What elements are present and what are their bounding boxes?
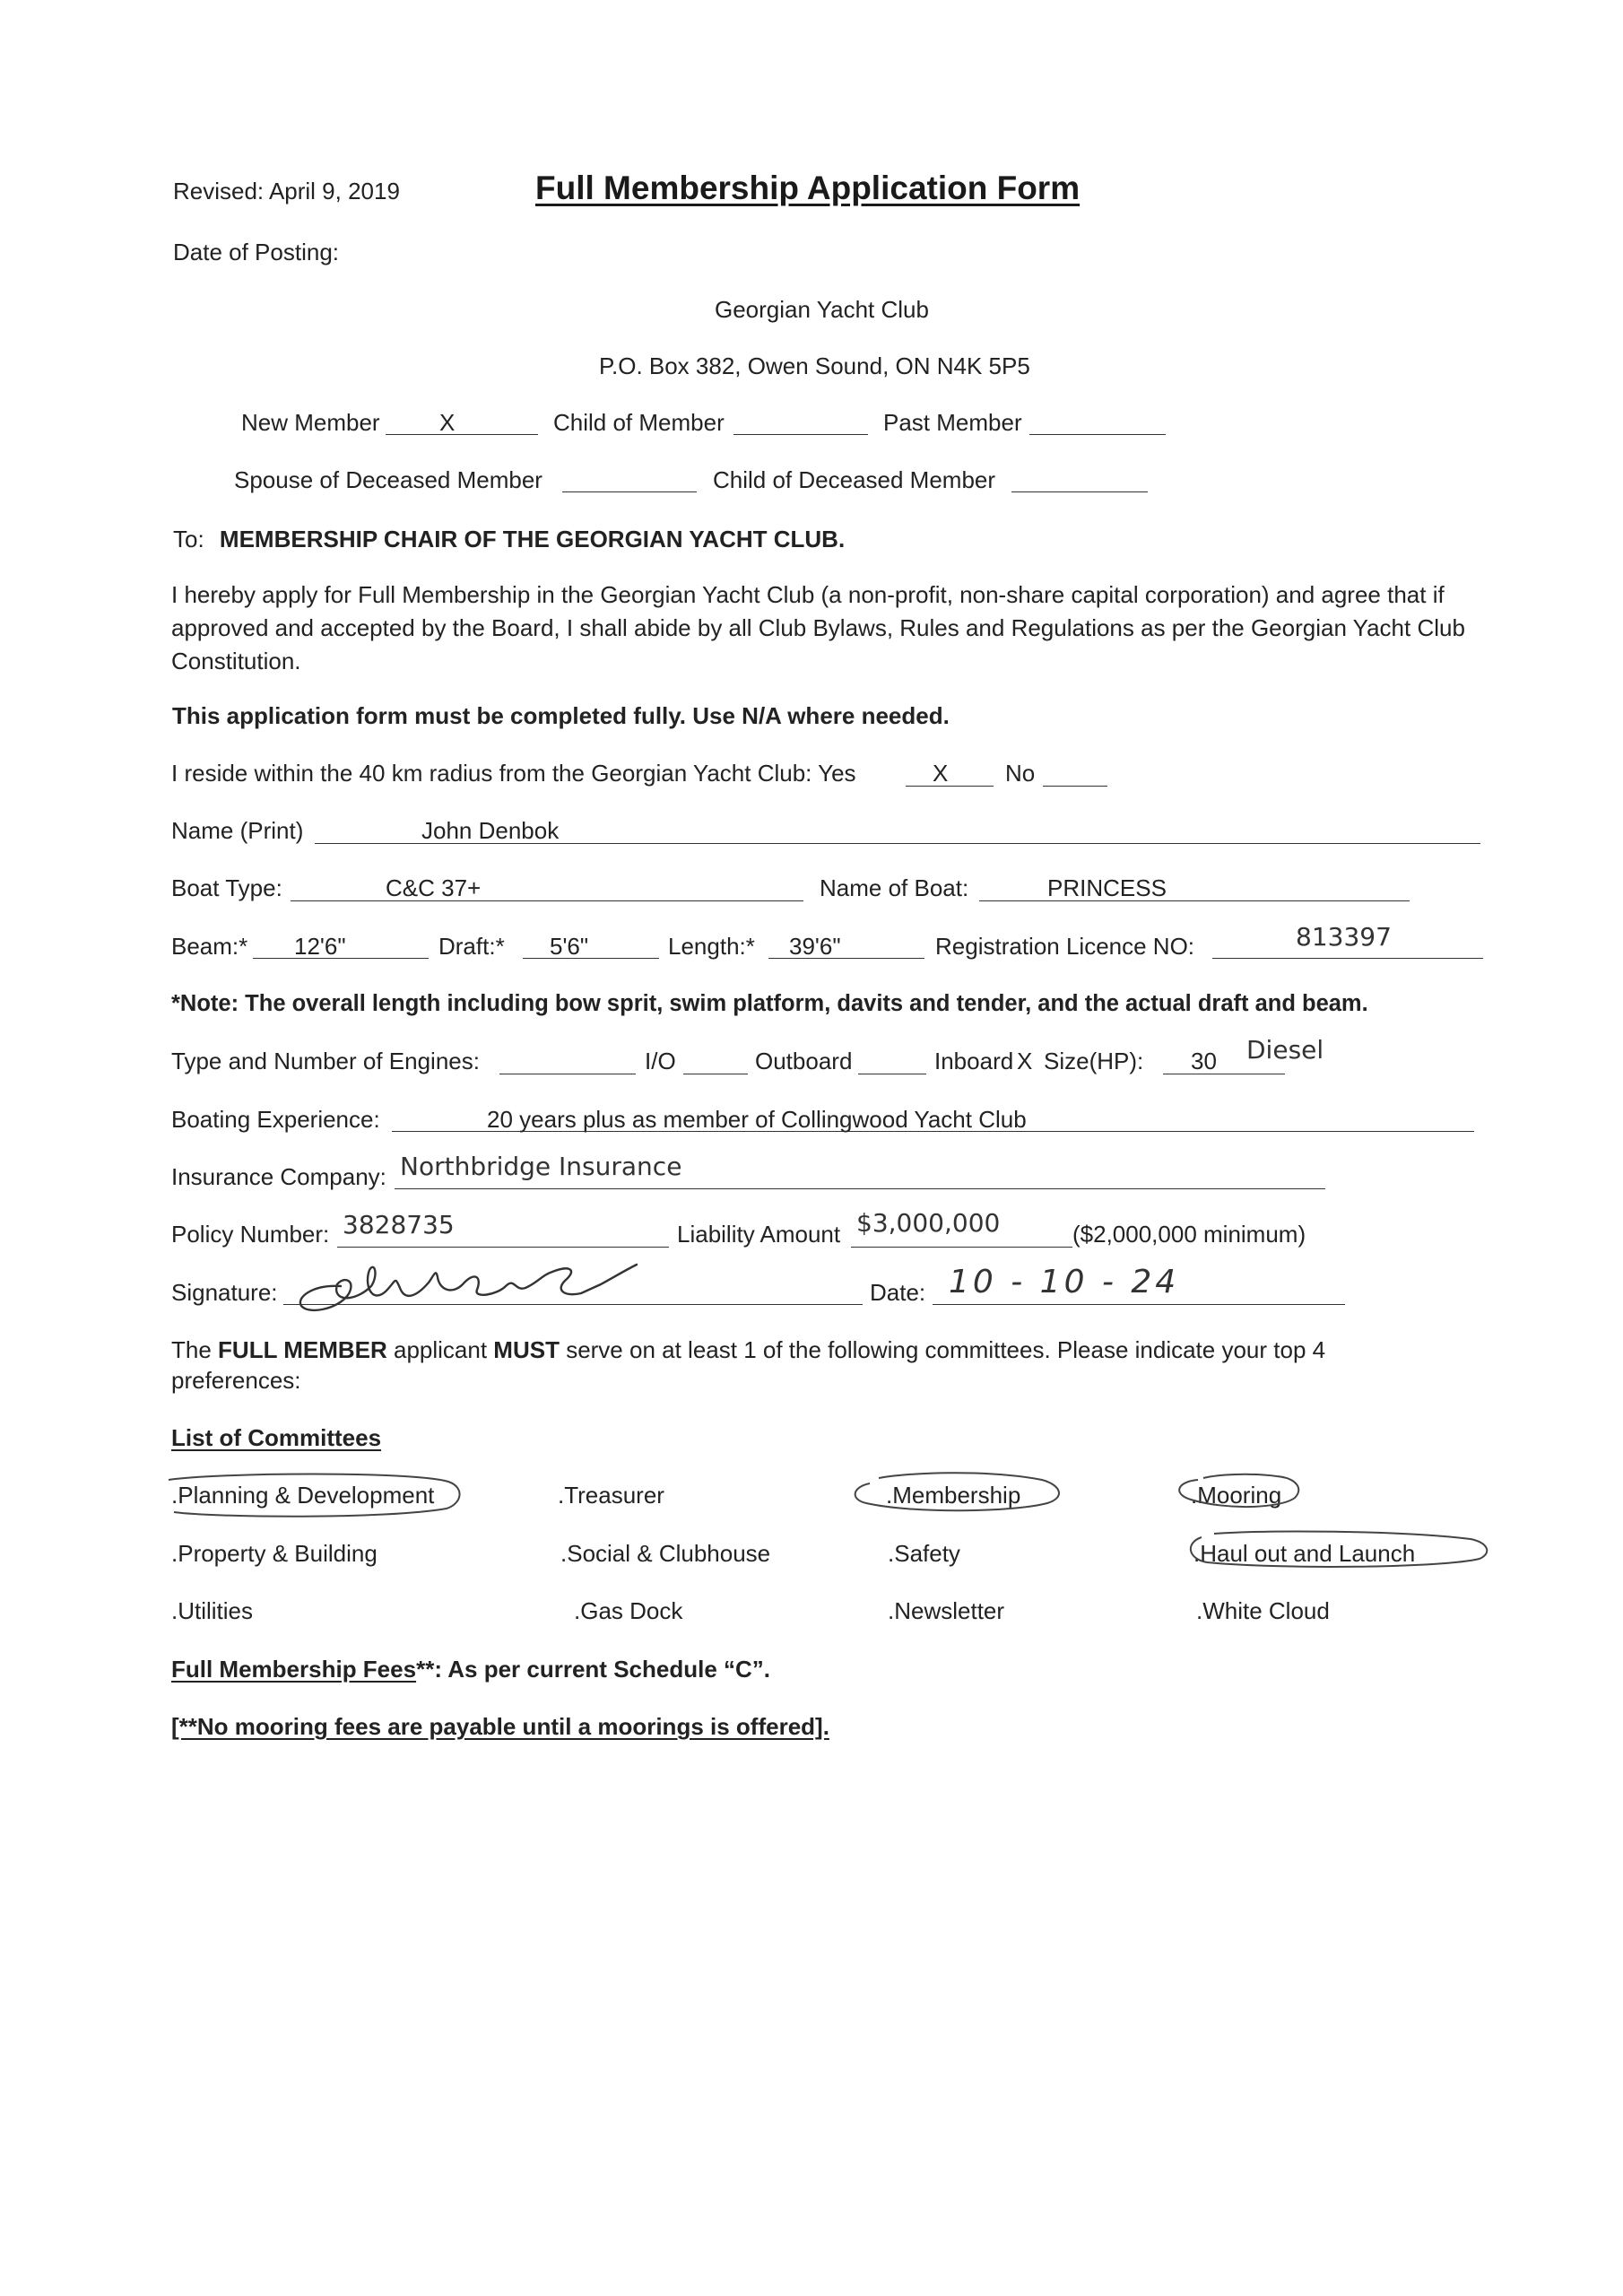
date-label: Date: (870, 1279, 926, 1306)
signature-label: Signature: (171, 1279, 278, 1306)
signature-scribble (285, 1248, 653, 1320)
boat-type-value[interactable]: C&C 37+ (386, 874, 482, 901)
new-member-mark[interactable]: X (439, 409, 456, 436)
inboard-label: Inboard (934, 1048, 1014, 1074)
insurance-value[interactable]: Northbridge Insurance (400, 1152, 682, 1181)
inboard-mark[interactable]: X (1017, 1048, 1033, 1074)
residence-no-label: No (1005, 760, 1036, 787)
intro-part-3: applicant (386, 1336, 494, 1363)
intro-part-1: The (171, 1336, 219, 1363)
liability-label: Liability Amount (677, 1221, 841, 1248)
past-member-line[interactable] (1029, 434, 1166, 435)
outboard-label: Outboard (755, 1048, 853, 1074)
length-value[interactable]: 39'6" (789, 933, 841, 960)
liability-value[interactable]: $3,000,000 (856, 1208, 1001, 1238)
committee-treasurer[interactable]: .Treasurer (558, 1482, 664, 1509)
child-deceased-line[interactable] (1011, 491, 1148, 492)
committee-mooring[interactable]: .Mooring (1191, 1482, 1282, 1509)
committee-planning[interactable]: .Planning & Development (171, 1482, 435, 1509)
committee-gas-dock[interactable]: .Gas Dock (574, 1597, 683, 1624)
residence-yes-line[interactable] (906, 786, 994, 787)
intro-part-5: serve on at least 1 of the following committees. Please indicate your top 4 (559, 1336, 1326, 1363)
planning-selection-circle (161, 1467, 475, 1521)
committee-social[interactable]: .Social & Clubhouse (560, 1540, 771, 1567)
boat-type-line[interactable] (291, 900, 803, 901)
fees-line (171, 1656, 770, 1683)
club-address: P.O. Box 382, Owen Sound, ON N4K 5P5 (599, 352, 1030, 379)
to-recipient: MEMBERSHIP CHAIR OF THE GEORGIAN YACHT CLUB. (219, 526, 846, 552)
size-label: Size(HP): (1044, 1048, 1144, 1074)
child-of-member-label: Child of Member (553, 409, 725, 436)
residence-question: I reside within the 40 km radius from the Georgian Yacht Club: Yes (171, 760, 856, 787)
policy-value[interactable]: 3828735 (343, 1210, 455, 1239)
length-label: Length:* (668, 933, 755, 960)
experience-label: Boating Experience: (171, 1106, 380, 1133)
committee-white-cloud[interactable]: .White Cloud (1196, 1597, 1330, 1624)
registration-value[interactable]: 813397 (1296, 922, 1392, 952)
date-line[interactable] (933, 1304, 1345, 1305)
policy-label: Policy Number: (171, 1221, 330, 1248)
date-of-posting-label: Date of Posting: (173, 239, 339, 265)
registration-line[interactable] (1212, 958, 1483, 959)
mooring-selection-circle (1164, 1464, 1316, 1521)
liability-line[interactable] (851, 1247, 1072, 1248)
name-value[interactable]: John Denbok (421, 817, 560, 844)
fees-stars: ** (416, 1656, 435, 1683)
committee-intro-preferences: preferences: (171, 1367, 301, 1394)
child-of-member-line[interactable] (733, 434, 868, 435)
committee-haul-out[interactable]: .Haul out and Launch (1193, 1540, 1416, 1567)
committee-utilities[interactable]: .Utilities (171, 1597, 254, 1624)
committee-property[interactable]: .Property & Building (171, 1540, 378, 1567)
committee-intro (171, 1336, 1325, 1364)
boat-name-value[interactable]: PRINCESS (1047, 874, 1167, 901)
engine-type-value[interactable]: Diesel (1246, 1035, 1324, 1065)
draft-label: Draft:* (438, 933, 505, 960)
committee-membership[interactable]: .Membership (886, 1482, 1021, 1509)
policy-line[interactable] (337, 1247, 669, 1248)
length-note: *Note: The overall length including bow sprit, swim platform, davits and tender, and the actual draft and beam. (171, 991, 1368, 1016)
date-value[interactable]: 10 - 10 - 24 (949, 1264, 1180, 1300)
club-name: Georgian Yacht Club (715, 296, 929, 323)
beam-value[interactable]: 12'6" (294, 933, 346, 960)
draft-line[interactable] (523, 958, 659, 959)
instruction-text: This application form must be completed fully. Use N/A where needed. (172, 702, 950, 729)
revised-date: Revised: April 9, 2019 (173, 178, 400, 204)
residence-yes-mark[interactable]: X (933, 760, 949, 787)
mooring-fee-note: [**No mooring fees are payable until a moorings is offered]. (171, 1713, 829, 1740)
committee-newsletter[interactable]: .Newsletter (888, 1597, 1005, 1624)
fees-label: Full Membership Fees (171, 1656, 417, 1683)
size-value[interactable]: 30 (1191, 1048, 1217, 1074)
child-deceased-label: Child of Deceased Member (713, 466, 996, 493)
spouse-deceased-line[interactable] (562, 491, 697, 492)
committee-safety[interactable]: .Safety (888, 1540, 960, 1567)
draft-value[interactable]: 5'6" (550, 933, 589, 960)
io-label: I/O (645, 1048, 676, 1074)
to-prefix: To: (173, 526, 204, 552)
boat-name-label: Name of Boat: (820, 874, 969, 901)
committees-heading: List of Committees (171, 1424, 382, 1451)
experience-value[interactable]: 20 years plus as member of Collingwood Yacht Club (487, 1106, 1027, 1133)
to-label (173, 526, 845, 553)
declaration-paragraph: I hereby apply for Full Membership in the Georgian Yacht Club (a non-profit, non-share capital corporation) and agree that if approved and accepted by the Board, I shall abide by all Club Bylaws, Rules and Regulations as per the Georgian Yacht Club Constitution. (171, 581, 1465, 674)
beam-label: Beam:* (171, 933, 248, 960)
insurance-label: Insurance Company: (171, 1163, 386, 1190)
spouse-deceased-label: Spouse of Deceased Member (234, 466, 542, 493)
liability-minimum: ($2,000,000 minimum) (1072, 1221, 1306, 1248)
name-label: Name (Print) (171, 817, 304, 844)
haul-out-selection-circle (1175, 1523, 1497, 1580)
boat-type-label: Boat Type: (171, 874, 282, 901)
page-title: Full Membership Application Form (535, 170, 1081, 206)
boat-name-line[interactable] (979, 900, 1410, 901)
intro-full-member: FULL MEMBER (218, 1336, 387, 1363)
intro-must: MUST (493, 1336, 560, 1363)
fees-text: : As per current Schedule “C”. (434, 1656, 771, 1683)
registration-label: Registration Licence NO: (935, 933, 1195, 960)
new-member-line (386, 434, 538, 435)
past-member-label: Past Member (883, 409, 1022, 436)
engines-label: Type and Number of Engines: (171, 1048, 480, 1074)
insurance-line[interactable] (395, 1188, 1325, 1189)
residence-no-line[interactable] (1043, 786, 1107, 787)
new-member-label: New Member (241, 409, 380, 436)
membership-selection-circle (843, 1467, 1076, 1521)
